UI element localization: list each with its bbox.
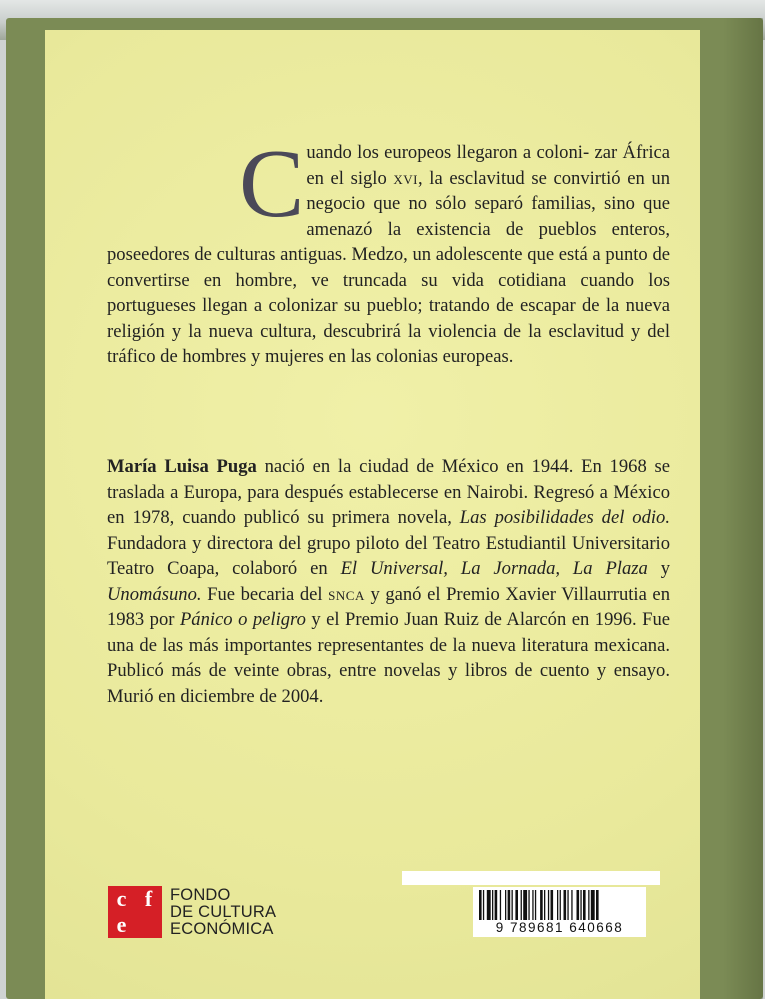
logo-letter-empty: [135, 912, 162, 938]
snca-acronym: snca: [328, 583, 365, 605]
publisher-line1: FONDO: [170, 885, 231, 904]
synopsis-line1: uando los europeos llegaron a coloni-: [306, 142, 590, 163]
synopsis-paragraph: [107, 130, 671, 370]
award-book-title: Pánico o peligro: [179, 609, 306, 630]
synopsis-text: [107, 130, 671, 370]
publisher-block: [108, 886, 276, 938]
publisher-line2: DE CULTURA: [170, 902, 277, 921]
bio-text-1: nació en la ciudad de México en 1944. En 1968 se traslada a Europa, para después establecerse en Nairobi. Regresó a México en 1978, cuando publicó su primera novela,: [107, 456, 670, 528]
publisher-name: [170, 887, 276, 938]
author-name: María Luisa Puga: [107, 456, 257, 477]
barcode-bars-icon: [477, 890, 642, 920]
isbn-barcode: [473, 887, 646, 937]
newspaper-unomasuno: Unomásuno.: [107, 583, 202, 605]
biography-text: [107, 454, 670, 709]
logo-letter-f: f: [144, 886, 153, 911]
synopsis-text-a: zar África en el siglo: [306, 142, 670, 189]
publisher-line3: ECONÓMICA: [170, 919, 274, 938]
bio-text-6: y el Premio Juan Ruiz de Alarcón en 1996. Fue una de las más importantes representantes de la nueva literatura mexicana. Publicó más de veinte obras, entre novelas y libros de cuento y ensayo. Murió en diciembre de 2004.: [107, 609, 670, 707]
synopsis-text-b: , la esclavitud se convirtió en un negocio que no sólo separó familias, sino que amenazó la existencia de pueblos enteros, poseedores de culturas antiguas. Medzo, un adolescente que está a punto de convertirse en hombre, ve truncada su vida cotidiana cuando los portugueses llegan a colonizar su pueblo; tratando de escapar de la nueva religión y la nueva cultura, descubrirá la violencia de la esclavitud y del tráfico de hombres y mujeres en las colonias europeas.: [107, 167, 671, 367]
fce-logo-icon: [108, 886, 162, 938]
bio-text-2: Fundadora y directora del grupo piloto del Teatro Estudiantil Universitario Teatro Coapa, colaboró en: [107, 532, 670, 579]
bio-text-4: Fue becaria del: [201, 583, 329, 605]
price-sticker-strip: [402, 871, 660, 885]
first-novel-title: Las posibilidades del odio.: [459, 507, 670, 528]
logo-letter-c: c: [116, 886, 127, 911]
dropcap-letter: C: [239, 130, 305, 238]
bio-text-5: y ganó el Premio Xavier Villaurrutia en 1983 por: [107, 583, 670, 630]
century-numeral: xvi: [393, 167, 419, 189]
isbn-digits: 9 789681 640668: [495, 920, 624, 935]
logo-letter-e: e: [116, 912, 127, 937]
author-biography: [107, 454, 670, 709]
bio-text-3: y: [647, 558, 670, 579]
newspapers-list: El Universal, La Jornada, La Plaza: [340, 558, 648, 579]
